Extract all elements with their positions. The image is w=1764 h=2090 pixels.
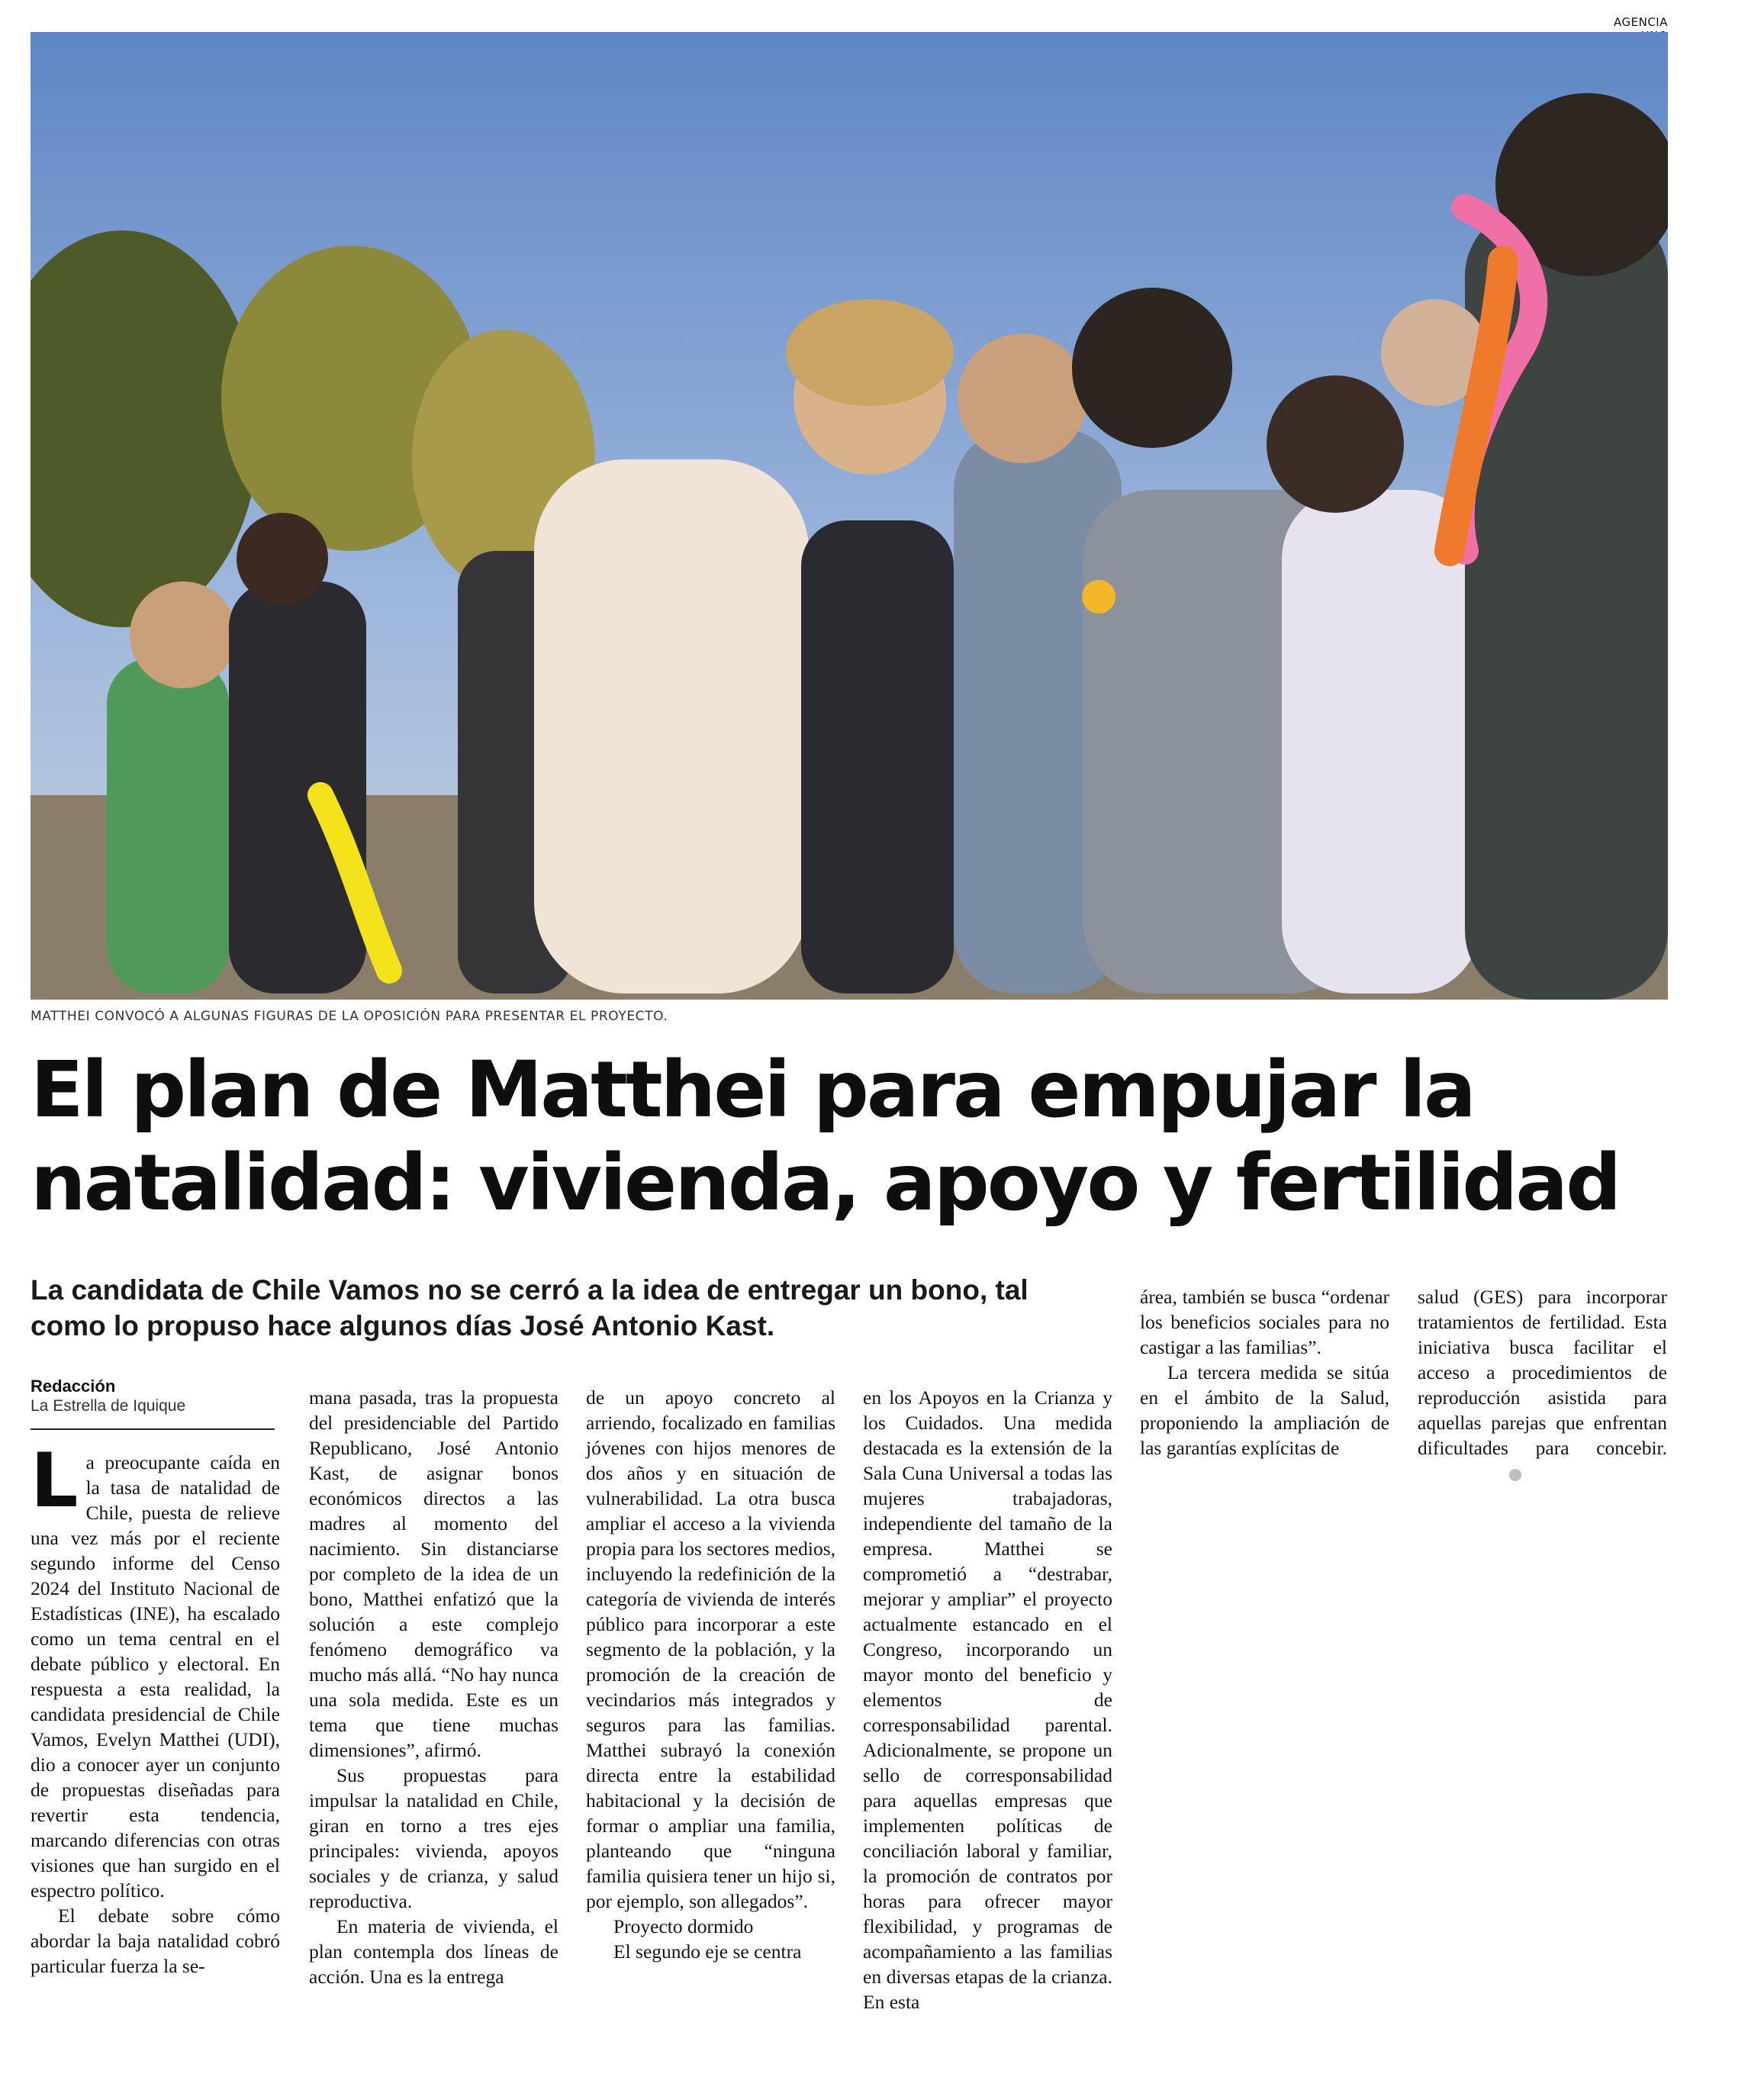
headline-line-2: natalidad: vivienda, apoyo y fertilidad <box>31 1138 1620 1229</box>
paragraph-text: a preocupante caída en la tasa de natalidad de Chile, puesta de relieve una vez más por el reciente segundo informe del Censo 2024 del Instituto Nacional de Estadísticas (INE), ha escalado como un tema central en el debate público y electoral. En respuesta a esta realidad, la candidata presidencial de Chile Vamos, Evelyn Matthei (UDI), dio a conocer ayer un conjunto de propuestas diseñadas para revertir esta tendencia, marcando diferencias con otras visiones que han surgido en el espectro político. <box>31 1451 280 1902</box>
news-photo <box>31 32 1668 1000</box>
subheading: Proyecto dormido <box>613 1915 754 1937</box>
paragraph: en los Apoyos en la Crianza y los Cuidados. Una medida destacada es la extensión de la Sala Cuna Universal a todas las mujeres trabajadoras, independiente del tamaño de la empresa. Matthei se comprometió a “destrabar, mejorar y ampliar” el proyecto actualmente estancado en el Congreso, incorporando un mayor monto del beneficio y elementos de corresponsabilidad parental. Adicionalmente, se propone un sello de corresponsabilidad para aquellas empresas que implementen políticas de conciliación laboral y familiar, la promoción de contratos por horas para ofrecer mayor flexibilidad, y programas de acompañamiento a las familias en diversas etapas de la crianza. En esta <box>863 1386 1112 2013</box>
paragraph: El debate sobre cómo abordar la baja natalidad cobró particular fuerza la se- <box>31 1905 280 1977</box>
paragraph <box>1418 1284 1667 1486</box>
drop-cap: L <box>31 1438 79 1525</box>
end-of-article-icon <box>1509 1469 1521 1481</box>
paragraph: El segundo eje se centra <box>613 1940 802 1963</box>
paragraph: Sus propuestas para impulsar la natalidad en Chile, giran en torno a tres ejes principales: vivienda, apoyos sociales y de crianza, y salud reproductiva. <box>309 1764 558 1912</box>
paragraph <box>31 1438 280 1903</box>
paragraph: En materia de vivienda, el plan contempla dos líneas de acción. Una es la entrega <box>309 1915 558 1988</box>
byline-divider <box>31 1428 275 1430</box>
article-column-2 <box>309 1385 558 1989</box>
article-column-1 <box>31 1377 280 1979</box>
article-column-4 <box>863 1385 1112 2014</box>
paragraph: de un apoyo concreto al arriendo, focalizado en familias jóvenes con hijos menores de dos años y en situación de vulnerabilidad. La otra busca ampliar el acceso a la vivienda propia para los sectores medios, incluyendo la redefinición de la categoría de vivienda de interés público para incorporar a este segmento de la población, y la promoción de la creación de vecindarios más integrados y seguros para las familias. Matthei subrayó la conexión directa entre la estabilidad habitacional y la decisión de formar o ampliar una familia, planteando que “ninguna familia quisiera tener un hijo si, por ejemplo, son allegados”. <box>586 1386 835 1912</box>
headline-line-1: El plan de Matthei para empujar la <box>31 1045 1474 1135</box>
paragraph-text: salud (GES) para incorporar tratamientos de fertilidad. Esta iniciativa busca facilitar el acceso a procedimientos de reproducción asistida para aquellas parejas que enfrentan dificultades para concebir. <box>1418 1286 1667 1459</box>
paragraph: La tercera medida se sitúa en el ámbito de la Salud, proponiendo la ampliación de las garantías explícitas de <box>1140 1361 1389 1459</box>
deck: La candidata de Chile Vamos no se cerró a la idea de entregar un bono, tal como lo propuso hace algunos días José Antonio Kast. <box>31 1274 1028 1341</box>
photo-credit: AGENCIA <box>1614 15 1668 29</box>
photo-caption: MATTHEI CONVOCÓ A ALGUNAS FIGURAS DE LA OPOSICIÓN PARA PRESENTAR EL PROYECTO. <box>31 1009 668 1024</box>
paragraph: mana pasada, tras la propuesta del presidenciable del Partido Republicano, José Antonio Kast, de asignar bonos económicos directos a las madres al momento del nacimiento. Sin distanciarse por completo de la idea de un bono, Matthei enfatizó que la solución a este complejo fenómeno demográfico va mucho más allá. “No hay nunca una sola medida. Este es un tema que tiene muchas dimensiones”, afirmó. <box>309 1386 558 1761</box>
paragraph: área, también se busca “ordenar los beneficios sociales para no castigar a las familias”. <box>1140 1286 1389 1358</box>
byline-outlet: La Estrella de Iquique <box>31 1397 186 1415</box>
article-column-5 <box>1140 1284 1389 1460</box>
article-column-3 <box>586 1385 835 1964</box>
byline-name: Redacción <box>31 1377 116 1396</box>
headline <box>31 1044 1679 1230</box>
article-column-6 <box>1418 1284 1667 1486</box>
photo-illustration <box>31 32 1668 1000</box>
